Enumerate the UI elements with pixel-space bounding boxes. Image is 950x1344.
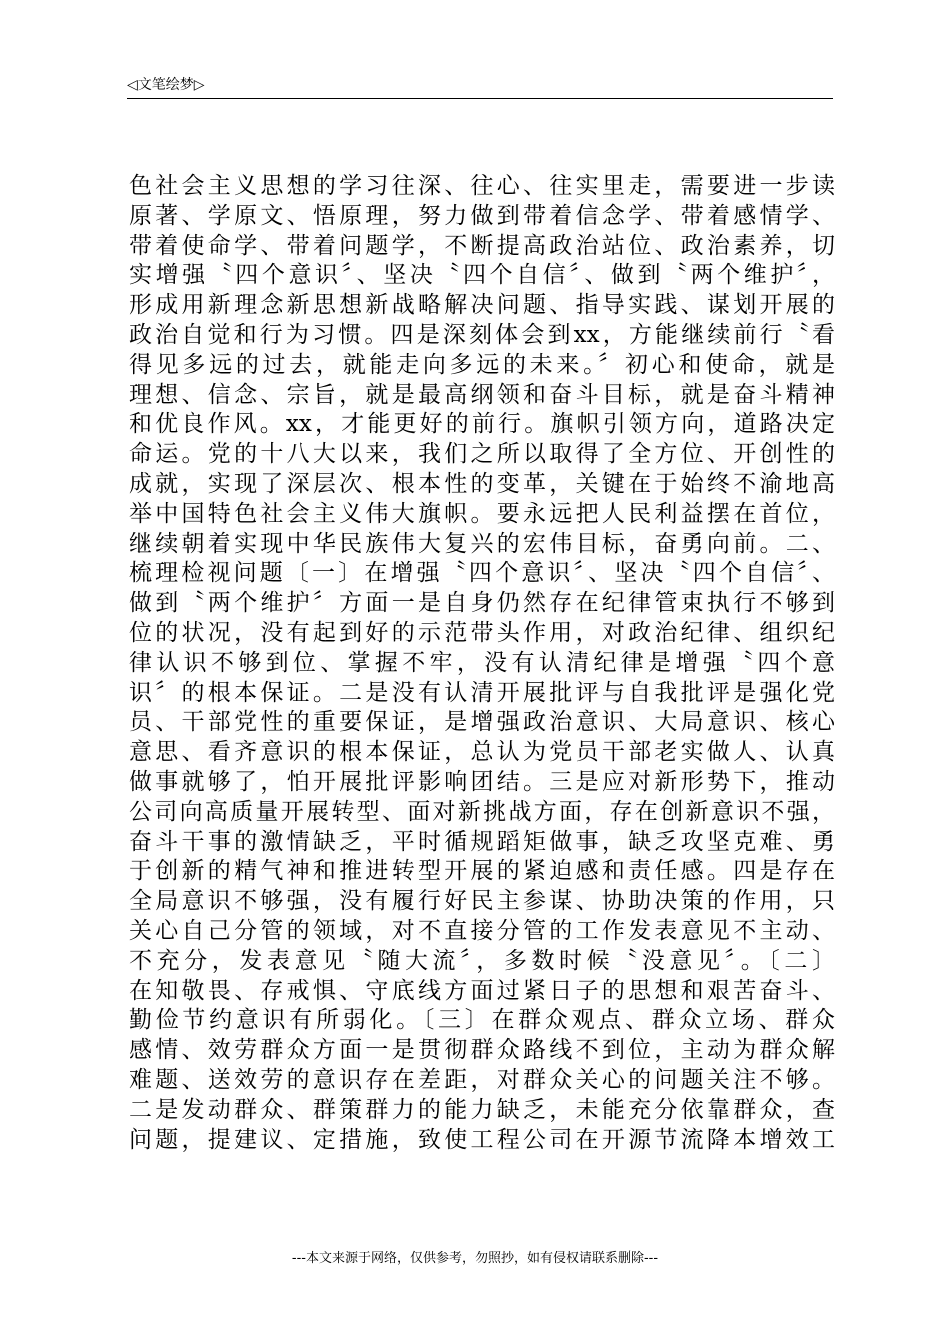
text-line: 不充分，发表意见〝随大流〞，多数时候〝没意见〞。〔二〕 bbox=[129, 947, 835, 974]
text-line: 于创新的精气神和推进转型开展的紧迫感和责任感。四是存在 bbox=[129, 858, 835, 885]
text-line: 做事就够了，怕开展批评影响团结。三是应对新形势下，推动 bbox=[129, 768, 835, 795]
text-line: 继续朝着实现中华民族伟大复兴的宏伟目标，奋勇向前。二、 bbox=[129, 530, 835, 557]
page-header bbox=[127, 72, 833, 99]
text-line: 政治自觉和行为习惯。四是深刻体会到xx，方能继续前行〝看 bbox=[129, 321, 835, 348]
text-line: 成就，实现了深层次、根本性的变革，关键在于始终不渝地高 bbox=[129, 470, 835, 497]
text-line: 理想、信念、宗旨，就是最高纲领和奋斗目标，就是奋斗精神 bbox=[129, 381, 835, 408]
text-line: 做到〝两个维护〞方面一是自身仍然存在纪律管束执行不够到 bbox=[129, 590, 835, 617]
text-line: 奋斗干事的激情缺乏，平时循规蹈矩做事，缺乏攻坚克难、勇 bbox=[129, 828, 835, 855]
text-line: 在知敬畏、存戒惧、守底线方面过紧日子的思想和艰苦奋斗、 bbox=[129, 977, 835, 1004]
text-line: 色社会主义思想的学习往深、往心、往实里走，需要进一步读 bbox=[129, 173, 835, 199]
text-line: 二是发动群众、群策群力的能力缺乏，未能充分依靠群众，查 bbox=[129, 1096, 835, 1123]
text-line: 举中国特色社会主义伟大旗帜。要永远把人民利益摆在首位， bbox=[129, 500, 835, 527]
text-line: 律认识不够到位、掌握不牢，没有认清纪律是增强〝四个意 bbox=[129, 649, 835, 676]
document-body bbox=[129, 172, 835, 1155]
text-line: 员、干部党性的重要保证，是增强政治意识、大局意识、核心 bbox=[129, 709, 835, 736]
text-line: 实增强〝四个意识〞、坚决〝四个自信〞、做到〝两个维护〞， bbox=[129, 262, 835, 289]
text-line: 位的状况，没有起到好的示范带头作用，对政治纪律、组织纪 bbox=[129, 619, 835, 646]
text-line: 和优良作风。xx，才能更好的前行。旗帜引领方向，道路决定 bbox=[129, 411, 835, 438]
text-line: 意思、看齐意识的根本保证，总认为党员干部老实做人、认真 bbox=[129, 739, 835, 766]
text-line: 难题、送效劳的意识存在差距，对群众关心的问题关注不够。 bbox=[129, 1066, 835, 1093]
text-line: 命运。党的十八大以来，我们之所以取得了全方位、开创性的 bbox=[129, 441, 835, 468]
text-line: 公司向高质量开展转型、面对新挑战方面，存在创新意识不强， bbox=[129, 798, 835, 825]
text-line: 识〞的根本保证。二是没有认清开展批评与自我批评是强化党 bbox=[129, 679, 835, 706]
text-line: 得见多远的过去，就能走向多远的未来。〞初心和使命，就是 bbox=[129, 351, 835, 378]
text-line: 勤俭节约意识有所弱化。〔三〕在群众观点、群众立场、群众 bbox=[129, 1007, 835, 1034]
text-line: 带着使命学、带着问题学，不断提高政治站位、政治素养，切 bbox=[129, 232, 835, 259]
text-line: 感情、效劳群众方面一是贯彻群众路线不到位，主动为群众解 bbox=[129, 1037, 835, 1064]
text-line: 形成用新理念新思想新战略解决问题、指导实践、谋划开展的 bbox=[129, 292, 835, 319]
text-line: 问题，提建议、定措施，致使工程公司在开源节流降本增效工 bbox=[129, 1126, 835, 1153]
text-line: 全局意识不够强，没有履行好民主参谋、协助决策的作用，只 bbox=[129, 888, 835, 915]
header-logo: ◁文笔绘梦▷ bbox=[127, 77, 205, 93]
text-line: 原著、学原文、悟原理，努力做到带着信念学、带着感情学、 bbox=[129, 202, 835, 229]
text-line: 关心自己分管的领域，对不直接分管的工作发表意见不主动、 bbox=[129, 917, 835, 944]
text-line: 梳理检视问题〔一〕在增强〝四个意识〞、坚决〝四个自信〞、 bbox=[129, 560, 835, 587]
page-footer: ---本文来源于网络，仅供参考，勿照抄，如有侵权请联系删除--- bbox=[291, 1251, 659, 1266]
